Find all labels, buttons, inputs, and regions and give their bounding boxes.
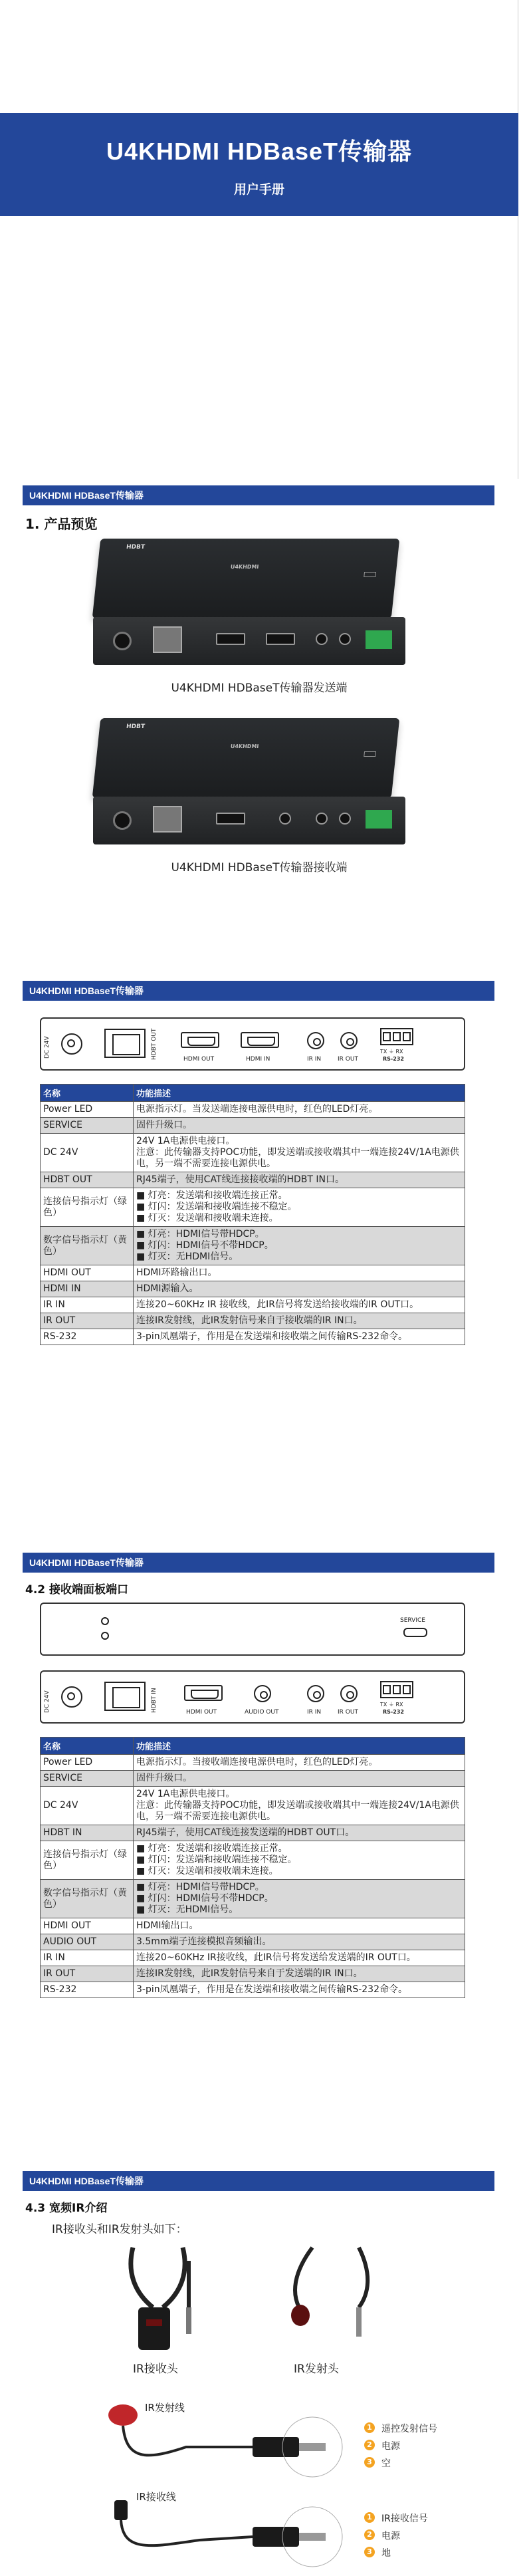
description-line: 3-pin凤凰端子，作用是在发送端和接收端之间传输RS-232命令。 bbox=[136, 1984, 407, 1995]
port-description bbox=[134, 1102, 465, 1118]
port-description bbox=[134, 1966, 465, 1982]
panel-label: TX ⏚ RX bbox=[380, 1702, 403, 1708]
cover-subtitle: 用户手册 bbox=[233, 182, 284, 197]
port-name: HDMI OUT bbox=[41, 1265, 134, 1281]
description-line: HDMI环路输出口。 bbox=[136, 1267, 217, 1278]
rs232-terminal-icon bbox=[366, 630, 392, 649]
rx-front-diagram bbox=[40, 1603, 465, 1656]
ir-intro: IR接收头和IR发射头如下： bbox=[52, 2223, 187, 2236]
description-line: 3.5mm端子连接模拟音频输出。 bbox=[136, 1936, 272, 1947]
ir-out-jack-icon bbox=[340, 1032, 358, 1049]
rs232-terminal-icon bbox=[366, 810, 392, 829]
port-name: RS-232 bbox=[41, 1982, 134, 1998]
description-line: 连接20~60KHz IR接收线，此IR信号将发送给发送端的IR OUT口。 bbox=[136, 1952, 416, 1963]
description-line: ■ 灯灭：无HDMI信号。 bbox=[136, 1251, 239, 1262]
ir-emitter-caption: IR发射头 bbox=[294, 2363, 339, 2376]
description-line: ■ 灯闪：HDMI信号不带HDCP。 bbox=[136, 1240, 274, 1251]
table-row bbox=[41, 1118, 465, 1134]
tx-function-table bbox=[40, 1084, 465, 1345]
port-name: SERVICE bbox=[41, 1118, 134, 1134]
section-title: 4.3 宽频IR介绍 bbox=[25, 2202, 108, 2215]
table-header: 名称 bbox=[41, 1085, 134, 1102]
port-name: IR OUT bbox=[41, 1313, 134, 1329]
port-name: Power LED bbox=[41, 1102, 134, 1118]
panel-label: DC 24V bbox=[44, 1690, 51, 1713]
service-port-icon bbox=[364, 751, 376, 757]
hdmi-port-icon bbox=[216, 813, 245, 825]
pin-number-badge: 1 bbox=[364, 2512, 375, 2523]
pin-label: 电源 bbox=[381, 2441, 400, 2452]
port-name: 连接信号指示灯（绿色） bbox=[41, 1188, 134, 1227]
rx-device-top bbox=[92, 718, 400, 798]
section-title: 4.2 接收端面板端口 bbox=[25, 1583, 129, 1597]
power-jack-icon bbox=[113, 632, 132, 650]
pin-number-badge: 2 bbox=[364, 2529, 375, 2540]
port-name: HDBT OUT bbox=[41, 1172, 134, 1188]
panel-label: HDMI OUT bbox=[183, 1056, 215, 1063]
description-line: ■ 灯闪：HDMI信号不带HDCP。 bbox=[136, 1893, 274, 1904]
port-description bbox=[134, 1265, 465, 1281]
description-line: 固件升级口。 bbox=[136, 1120, 192, 1130]
rj45-port-icon bbox=[153, 626, 182, 653]
port-name: AUDIO OUT bbox=[41, 1934, 134, 1950]
pin-label: 空 bbox=[381, 2458, 391, 2469]
table-row bbox=[41, 1787, 465, 1825]
rj45-port-icon bbox=[104, 1029, 146, 1058]
table-row bbox=[41, 1966, 465, 1982]
device-brand: HDBT bbox=[126, 544, 146, 551]
tx-panel-page bbox=[0, 958, 529, 1496]
port-description bbox=[134, 1329, 465, 1345]
ir-illustration bbox=[0, 2234, 529, 2573]
table-row bbox=[41, 1297, 465, 1313]
panel-label: HDMI OUT bbox=[186, 1709, 217, 1716]
panel-label: HDMI IN bbox=[246, 1056, 270, 1063]
pin-number-badge: 3 bbox=[364, 2457, 375, 2468]
port-description bbox=[134, 1134, 465, 1172]
rx-panel-page bbox=[0, 1496, 529, 2161]
table-row bbox=[41, 1755, 465, 1771]
port-description bbox=[134, 1172, 465, 1188]
table-row bbox=[41, 1841, 465, 1880]
pin-label: 地 bbox=[381, 2548, 391, 2559]
port-description bbox=[134, 1281, 465, 1297]
pin-number-badge: 1 bbox=[364, 2422, 375, 2433]
port-description bbox=[134, 1227, 465, 1265]
ir-receiver-caption: IR接收头 bbox=[133, 2363, 178, 2376]
description-line: RJ45端子，使用CAT线连接接收端的HDBT IN口。 bbox=[136, 1174, 345, 1185]
table-row bbox=[41, 1265, 465, 1281]
port-name: IR OUT bbox=[41, 1966, 134, 1982]
port-name: HDBT IN bbox=[41, 1825, 134, 1841]
rs232-terminal-icon bbox=[380, 1681, 413, 1698]
hdmi-out-port-icon bbox=[181, 1032, 219, 1048]
description-line: ■ 灯灭：发送端和接收端未连接。 bbox=[136, 1213, 278, 1224]
power-jack-icon bbox=[61, 1033, 82, 1055]
port-description bbox=[134, 1880, 465, 1918]
panel-label: IR OUT bbox=[338, 1709, 358, 1716]
port-name: DC 24V bbox=[41, 1787, 134, 1825]
port-name: HDMI OUT bbox=[41, 1918, 134, 1934]
description-line: ■ 灯亮：HDMI信号带HDCP。 bbox=[136, 1882, 264, 1892]
rs232-terminal-icon bbox=[380, 1028, 413, 1045]
description-line: 电源指示灯。当发送端连接电源供电时，红色的LED灯亮。 bbox=[136, 1104, 378, 1114]
description-line: 连接IR发射线，此IR发射信号来自于发送端的IR IN口。 bbox=[136, 1968, 363, 1979]
panel-label: TX ⏚ RX bbox=[380, 1049, 403, 1055]
port-name: IR IN bbox=[41, 1950, 134, 1966]
service-port-icon bbox=[364, 572, 376, 577]
table-row bbox=[41, 1188, 465, 1227]
port-description bbox=[134, 1918, 465, 1934]
rx-device-front bbox=[93, 797, 405, 844]
port-description bbox=[134, 1825, 465, 1841]
description-line: ■ 灯灭：无HDMI信号。 bbox=[136, 1904, 239, 1915]
signal-led-icon bbox=[101, 1632, 109, 1640]
page-header: U4KHDMI HDBaseT传输器 bbox=[23, 981, 494, 1001]
page-header: U4KHDMI HDBaseT传输器 bbox=[23, 1553, 494, 1573]
emitter-line-label: IR发射线 bbox=[145, 2402, 185, 2414]
pin-label: 遥控发射信号 bbox=[381, 2424, 437, 2434]
panel-label: IR IN bbox=[307, 1056, 322, 1063]
page-header: U4KHDMI HDBaseT传输器 bbox=[23, 485, 494, 505]
table-row bbox=[41, 1329, 465, 1345]
table-row bbox=[41, 1227, 465, 1265]
device-brand: HDBT bbox=[126, 723, 146, 730]
pin-label: IR接收信号 bbox=[381, 2513, 428, 2524]
table-row bbox=[41, 1982, 465, 1998]
table-row bbox=[41, 1934, 465, 1950]
description-line: 24V 1A电源供电接口。 bbox=[136, 1789, 235, 1799]
table-row bbox=[41, 1771, 465, 1787]
device-model: U4KHDMI bbox=[230, 743, 259, 749]
receiver-line-label: IR接收线 bbox=[136, 2491, 176, 2503]
table-header: 功能描述 bbox=[134, 1738, 465, 1755]
table-row bbox=[41, 1825, 465, 1841]
panel-label: AUDIO OUT bbox=[245, 1709, 279, 1716]
ir-jack-icon bbox=[316, 813, 328, 825]
description-line: 24V 1A电源供电接口。 bbox=[136, 1136, 235, 1146]
power-jack-icon bbox=[113, 811, 132, 830]
tx-panel-diagram bbox=[40, 1017, 465, 1071]
section-title: 1. 产品预览 bbox=[25, 516, 98, 532]
hdmi-in-port-icon bbox=[241, 1032, 279, 1048]
pin-label: 电源 bbox=[381, 2531, 400, 2541]
page-header: U4KHDMI HDBaseT传输器 bbox=[23, 2171, 494, 2191]
rx-panel-diagram bbox=[40, 1670, 465, 1724]
description-line: 固件升级口。 bbox=[136, 1773, 192, 1783]
port-name: HDMI IN bbox=[41, 1281, 134, 1297]
ir-emitter-head-icon bbox=[291, 2248, 368, 2337]
table-header: 功能描述 bbox=[134, 1085, 465, 1102]
rx-function-table bbox=[40, 1737, 465, 1998]
table-row bbox=[41, 1313, 465, 1329]
tx-device-top bbox=[92, 539, 400, 618]
port-description bbox=[134, 1771, 465, 1787]
description-line: ■ 灯闪：发送端和接收端连接不稳定。 bbox=[136, 1855, 297, 1865]
port-description bbox=[134, 1950, 465, 1966]
panel-label: SERVICE bbox=[400, 1617, 425, 1624]
device-model: U4KHDMI bbox=[230, 564, 259, 570]
tx-device-front bbox=[93, 617, 405, 665]
table-row bbox=[41, 1102, 465, 1118]
panel-label: IR OUT bbox=[338, 1056, 358, 1063]
audio-jack-icon bbox=[279, 813, 291, 825]
description-line: ■ 灯亮：发送端和接收端连接正常。 bbox=[136, 1843, 288, 1854]
description-line: HDMI源输入。 bbox=[136, 1283, 199, 1294]
table-header: 名称 bbox=[41, 1738, 134, 1755]
port-description bbox=[134, 1934, 465, 1950]
description-line: 注意：此传输器支持POC功能，即发送端或接收端其中一端连接24V/1A电源供电，另一端不需要连接电源供电。 bbox=[136, 1147, 459, 1169]
description-line: ■ 灯亮：发送端和接收端连接正常。 bbox=[136, 1190, 288, 1201]
table-row bbox=[41, 1172, 465, 1188]
ir-jack-icon bbox=[339, 813, 351, 825]
rj45-port-icon bbox=[153, 806, 182, 833]
description-line: 连接20~60KHz IR 接收线，此IR信号将发送给接收端的IR OUT口。 bbox=[136, 1299, 419, 1310]
panel-label: HDBT OUT bbox=[151, 1028, 158, 1060]
ir-page bbox=[0, 2161, 529, 2576]
port-name: 数字信号指示灯（黄色） bbox=[41, 1227, 134, 1265]
table-row bbox=[41, 1134, 465, 1172]
preview-page bbox=[0, 479, 529, 958]
pin-number-badge: 2 bbox=[364, 2440, 375, 2450]
pin-number-badge: 3 bbox=[364, 2547, 375, 2557]
description-line: ■ 灯闪：发送端和接收端连接不稳定。 bbox=[136, 1202, 297, 1212]
panel-label: HDBT IN bbox=[151, 1688, 158, 1713]
port-description bbox=[134, 1982, 465, 1998]
panel-label: DC 24V bbox=[44, 1036, 51, 1059]
description-line: 电源指示灯。当接收端连接电源供电时，红色的LED灯亮。 bbox=[136, 1757, 378, 1767]
cover-title: U4KHDMI HDBaseT传输器 bbox=[106, 138, 413, 165]
panel-label: RS-232 bbox=[383, 1709, 404, 1715]
description-line: HDMI输出口。 bbox=[136, 1920, 199, 1931]
table-row bbox=[41, 1281, 465, 1297]
hdmi-out-port-icon bbox=[184, 1685, 223, 1701]
description-line: 连接IR发射线，此IR发射信号来自于接收端的IR IN口。 bbox=[136, 1315, 363, 1326]
hdmi-port-icon bbox=[266, 633, 295, 645]
port-description bbox=[134, 1787, 465, 1825]
port-name: IR IN bbox=[41, 1297, 134, 1313]
ir-receiver-head-icon bbox=[131, 2248, 191, 2350]
port-description bbox=[134, 1313, 465, 1329]
ir-jack-icon bbox=[316, 633, 328, 645]
rj45-port-icon bbox=[104, 1682, 146, 1711]
description-line: ■ 灯亮：HDMI信号带HDCP。 bbox=[136, 1229, 264, 1239]
ir-in-jack-icon bbox=[307, 1685, 324, 1702]
port-name: DC 24V bbox=[41, 1134, 134, 1172]
ir-jack-icon bbox=[339, 633, 351, 645]
port-name: RS-232 bbox=[41, 1329, 134, 1345]
port-description bbox=[134, 1841, 465, 1880]
table-row bbox=[41, 1950, 465, 1966]
description-line: 注意：此传输器支持POC功能，即发送端或接收端其中一端连接24V/1A电源供电，另一端不需要连接电源供电。 bbox=[136, 1800, 459, 1822]
cover-page bbox=[0, 0, 518, 479]
port-description bbox=[134, 1188, 465, 1227]
audio-out-jack-icon bbox=[254, 1685, 271, 1702]
panel-label: RS-232 bbox=[383, 1056, 404, 1062]
ir-receiver-line-diagram bbox=[114, 2500, 342, 2567]
description-line: 3-pin凤凰端子，作用是在发送端和接收端之间传输RS-232命令。 bbox=[136, 1331, 407, 1342]
rx-caption: U4KHDMI HDBaseT传输器接收端 bbox=[171, 861, 348, 874]
service-port-icon bbox=[403, 1628, 427, 1637]
port-description bbox=[134, 1118, 465, 1134]
ir-emitter-line-diagram bbox=[108, 2404, 342, 2477]
ir-in-jack-icon bbox=[307, 1032, 324, 1049]
power-jack-icon bbox=[61, 1686, 82, 1708]
port-name: 连接信号指示灯（绿色） bbox=[41, 1841, 134, 1880]
port-name: SERVICE bbox=[41, 1771, 134, 1787]
table-row bbox=[41, 1880, 465, 1918]
port-name: Power LED bbox=[41, 1755, 134, 1771]
port-name: 数字信号指示灯（黄色） bbox=[41, 1880, 134, 1918]
tx-caption: U4KHDMI HDBaseT传输器发送端 bbox=[171, 682, 348, 695]
ir-out-jack-icon bbox=[340, 1685, 358, 1702]
hdmi-port-icon bbox=[216, 633, 245, 645]
port-description bbox=[134, 1755, 465, 1771]
panel-label: IR IN bbox=[307, 1709, 322, 1716]
port-description bbox=[134, 1297, 465, 1313]
table-row bbox=[41, 1918, 465, 1934]
power-led-icon bbox=[101, 1617, 109, 1625]
description-line: ■ 灯灭：发送端和接收端未连接。 bbox=[136, 1866, 278, 1876]
description-line: RJ45端子，使用CAT线连接发送端的HDBT OUT口。 bbox=[136, 1827, 355, 1838]
